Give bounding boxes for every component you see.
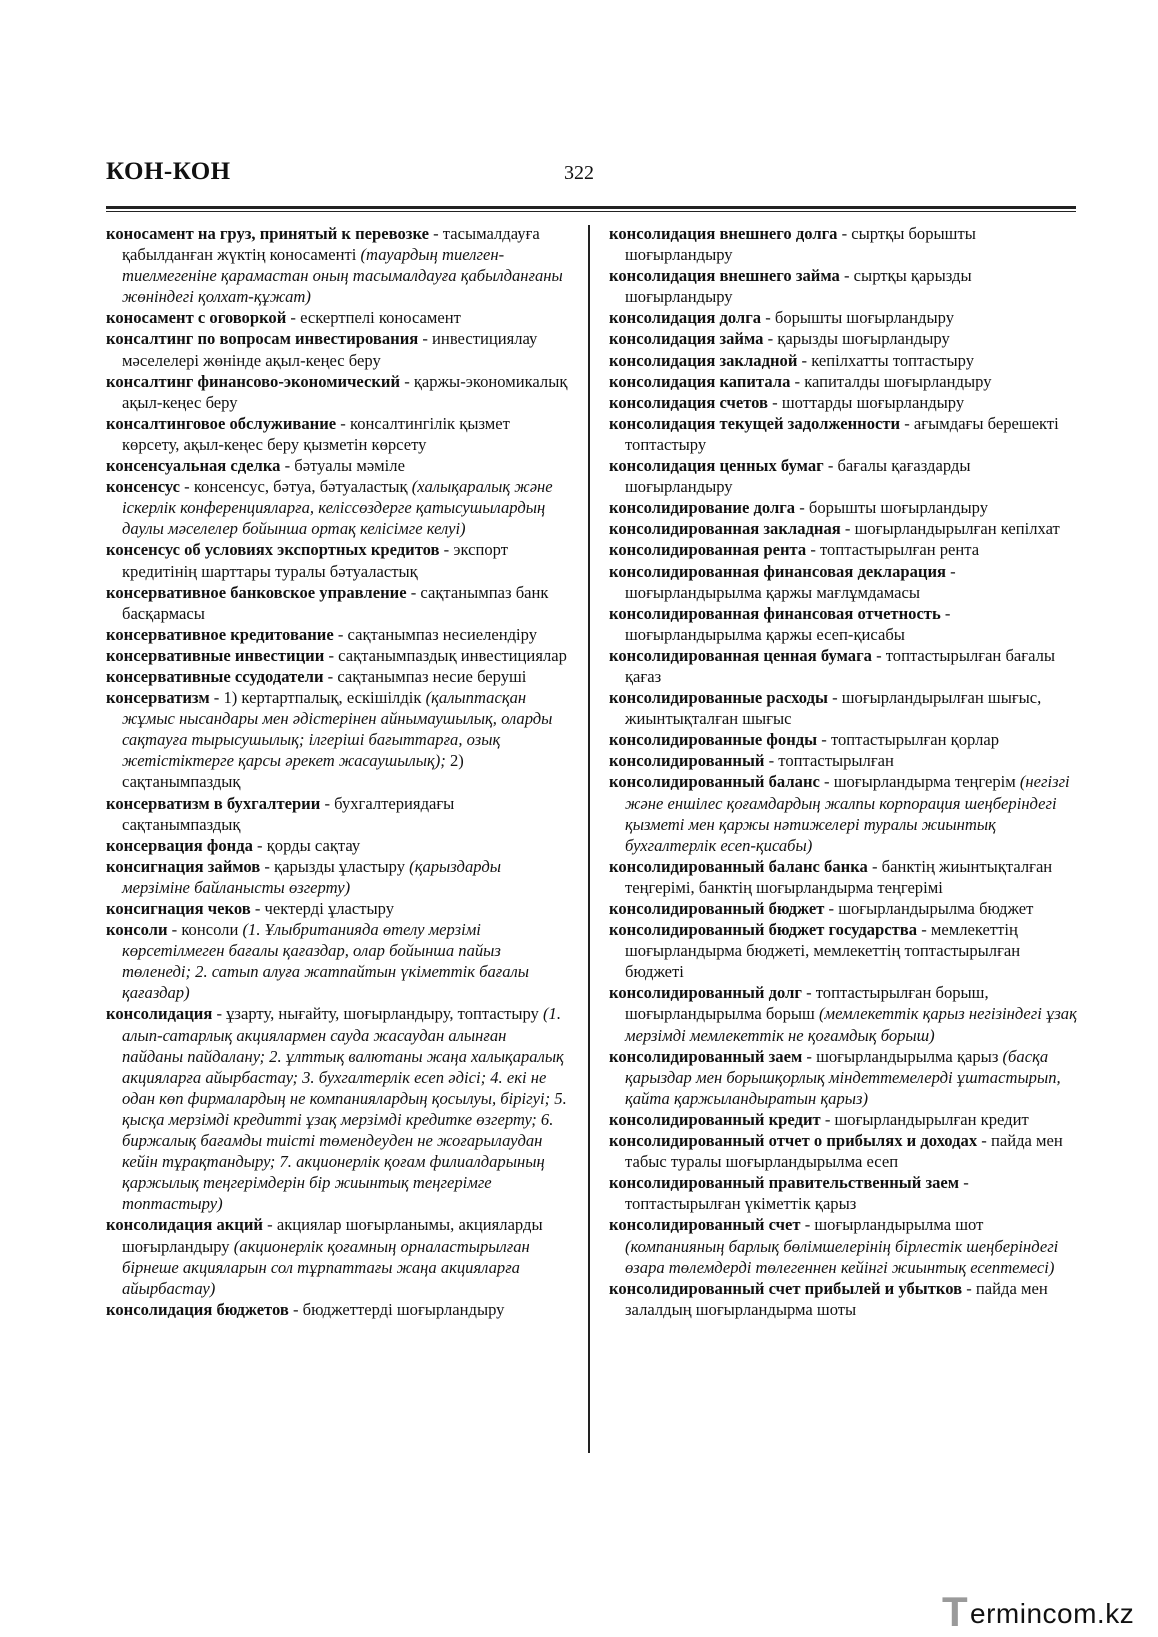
entry-translation: - 1) кертартпалық, ескішілдік [209,688,426,708]
entry-translation: - шоғырландырылма қаржы мағлұмдамасы [625,561,956,602]
entry-translation: - қарызды шоғырландыру [763,329,950,349]
entry-term: коносамент на груз, принятый к перевозке [106,224,429,243]
dictionary-entry [106,307,571,328]
entry-term: консерватизм в бухгалтерии [106,793,321,813]
entry-term: консолидированный баланс [609,772,820,792]
dictionary-entry [609,1109,1077,1130]
entry-term: консервативные инвестиции [106,645,325,665]
dictionary-entry [609,898,1077,919]
entry-translation: - шоғырландырылма қаржы есеп-қисабы [625,603,951,644]
entry-translation: - қарызды ұластыру [260,856,410,876]
entry-term: консолидированный бюджет государства [609,920,918,940]
dictionary-entry [609,771,1077,855]
dictionary-entry [609,1130,1077,1172]
entry-term: консолидация [106,1004,213,1024]
entry-translation: - бухгалтериядағы сақтанымпаздық [122,793,455,834]
entry-term: консервативные ссудодатели [106,666,324,686]
entry-note: (1. Ұлыбританияда өтелу мерзімі көрсетілмеген бағалы қағаздар, олар бойынша пайыз төленеді; 2. сатып алуға жатпайтын үкіметтік бағалы қағаздар) [122,920,530,1003]
right-column [609,223,1077,1320]
entry-term: консолидация ценных бумаг [609,456,824,476]
entry-term: консолидированная финансовая отчетность [609,603,941,623]
dictionary-entry [106,793,571,835]
entry-term: консолидированный отчет о прибылях и доходах [609,1131,978,1151]
dictionary-entry [609,223,1077,265]
dictionary-entry [609,265,1077,307]
entry-term: консолидированный заем [609,1046,803,1066]
entry-translation: - кепілхатты топтастыру [797,350,974,370]
entry-term: консигнация чеков [106,899,251,918]
dictionary-entry [609,307,1077,328]
dictionary-entry [106,856,571,898]
entry-translation: - бағалы қағаздарды шоғырландыру [625,456,971,497]
entry-term: консолидация текущей задолженности [609,413,901,433]
dictionary-entry [106,835,571,856]
entry-term: консолидированная рента [609,540,807,560]
logo-mark: T [942,1588,968,1635]
entry-term: консолидация бюджетов [106,1299,289,1319]
entry-translation: - тасымалдауға қабылданған жүктің коносаменті [122,224,540,265]
dictionary-entry [609,328,1077,349]
entry-translation: - пайда мен залалдың шоғырландырма шоты [625,1278,1048,1319]
entry-note: (мемлекеттік қарыз негізіндегі ұзақ мерзімді мемлекеттік не қоғамдық борыш) [625,1004,1077,1045]
dictionary-entry [106,223,571,307]
entry-term: консервативное кредитование [106,624,334,644]
entry-translation: - пайда мен табыс туралы шоғырландырылма есеп [625,1131,1063,1172]
dictionary-entry [609,392,1077,413]
dictionary-entry [609,497,1077,518]
entry-note: (тауардың тиелген-тиелмегеніне қарамастан оның тасымалдауға қабылданғаны жөніндегі қолхат-құжат) [122,245,563,307]
entry-term: консолидированные фонды [609,730,818,750]
entry-translation: - шоғырландырылған кредит [820,1109,1029,1129]
dictionary-entry [609,645,1077,687]
entry-translation: - инвестициялау мәселелері жөнінде ақыл-кеңес беру [122,329,538,370]
entry-term: консервативное банковское управление [106,582,407,602]
dictionary-entry [609,350,1077,371]
entry-translation: - акциялар шоғырланымы, акцияларды шоғырландыру [122,1215,543,1256]
running-head: КОН-КОН [106,158,231,185]
dictionary-entry [106,455,571,476]
dictionary-entry [106,539,571,581]
entry-translation: - борышты шоғырландыру [795,498,989,518]
entry-translation: - бәтуалы мәміле [280,456,405,476]
header-rule-thin [106,211,1076,212]
entry-term: консалтинговое обслуживание [106,413,337,433]
entry-term: консалтинг по вопросам инвестирования [106,329,419,349]
entry-term: консигнация займов [106,856,261,876]
dictionary-entry [609,539,1077,560]
entry-translation: - сақтанымпаз несие беруші [323,666,527,686]
entry-term: консолидация долга [609,308,762,328]
dictionary-entry [609,1214,1077,1277]
entry-translation: - топтастырылған рента [806,540,980,560]
entry-translation: - топтастырылған [764,751,894,771]
entry-term: консолидация капитала [609,371,791,391]
dictionary-entry [609,982,1077,1045]
dictionary-entry [609,561,1077,603]
dictionary-entry [609,687,1077,729]
dictionary-entry [609,729,1077,750]
entry-translation: - капиталды шоғырландыру [790,371,992,391]
entry-note: (басқа қарыздар мен борышқорлық міндеттемелерді ұштастырып, қайта қаржыландыратын қарыз) [625,1046,1061,1108]
dictionary-entry [106,1003,571,1214]
entry-note: (1. алып-сатарлық акциялармен сауда жасаудан алынған пайданы пайдалану; 2. ұлттық валютаны жаңа халықаралық акцияларға айырбастау; 3. бухгалтерлік есеп әдісі; 4. екі не одан көп фирмалардың не компаниялардың қосылуы, бірігуі; 5. қысқа мерзімді кредитті ұзақ мерзімді кредитке өзгерту; 6. биржалық бағамды тиісті төмендеуден не жоғарылаудан кейін тұрақтандыру; 7. акционерлік қоғам филиалдарының қаржылық теңгерімдерін бір жиынтық теңгерімге топтастыру) [122,1004,567,1214]
dictionary-entry [106,624,571,645]
entry-term: коносамент с оговоркой [106,308,287,328]
entry-note: (халықаралық және іскерлік конференцияларға, келіссөздерге қатысушылардың даулы мәселелер бойынша ортақ келісімге келуі) [122,477,553,539]
entry-translation: - сыртқы борышты шоғырландыру [625,224,976,265]
dictionary-entry [106,919,571,1003]
entry-note: (компанияның барлық бөлімшелерінің бірлестік шеңберіндегі өзара төлемдерді төлегеннен кейінгі жиынтық есептемесі) [625,1236,1059,1277]
entry-translation: - ұзарту, нығайту, шоғырландыру, топтастыру [212,1004,543,1024]
entry-note: (негізгі және еншілес қоғамдардың жалпы корпорация шеңберіндегі қызметі мен қаржы нәтижелері туралы жиынтық бухгалтерлік есеп-қисабы) [625,772,1070,855]
dictionary-entry [609,856,1077,898]
entry-translation: - чектерді ұластыру [250,899,395,918]
entry-term: консолидация внешнего долга [609,224,838,243]
entry-translation: - банктің жиынтықталған теңгерімі, банктің шоғырландырма теңгерімі [625,856,1053,897]
entry-note: (қарыздарды мерзіміне байланысты өзгерту) [122,856,501,897]
entry-translation: - консенсус, бәтуа, бәтуаластық [180,477,412,497]
entry-translation: - қаржы-экономикалық ақыл-кеңес беру [122,371,568,412]
dictionary-entry [106,328,571,370]
dictionary-entry [609,750,1077,771]
dictionary-entry [609,1278,1077,1320]
entry-term: консенсус [106,477,180,497]
entry-term: консерватизм [106,688,210,708]
dictionary-entry [609,603,1077,645]
entry-term: консолидированная финансовая декларация [609,561,947,581]
entry-translation: - бюджеттерді шоғырландыру [288,1299,505,1319]
entry-term: консолидированные расходы [609,688,828,708]
entry-term: консолидирование долга [609,498,796,518]
dictionary-entry [106,582,571,624]
left-column [106,223,571,1320]
entry-translation: - шоғырландырылма қарыз [802,1046,1003,1066]
entry-translation: - шоттарды шоғырландыру [768,392,965,412]
entry-term: консолидация закладной [609,350,798,370]
entry-translation: - шоғырландырылма шот [800,1215,984,1235]
dictionary-entry [609,371,1077,392]
entry-term: консервация фонда [106,835,253,855]
dictionary-entry [106,413,571,455]
entry-translation: - шоғырландырылма бюджет [824,899,1034,918]
column-divider [588,225,590,1453]
entry-translation: - шоғырландырылған кепілхат [840,519,1060,539]
page-number: 322 [564,162,594,184]
entry-term: консолидация внешнего займа [609,266,840,286]
dictionary-entry [609,455,1077,497]
dictionary-entry [106,476,571,539]
entry-translation: - сыртқы қарызды шоғырландыру [625,266,972,307]
dictionary-entry [609,919,1077,982]
dictionary-entry [106,1214,571,1298]
entry-translation: - топтастырылған бағалы қағаз [625,645,1056,686]
entry-translation: - мемлекеттің шоғырландырма бюджеті, мемлекеттің топтастырылған бюджеті [625,920,1021,982]
entry-translation: - сақтанымпаздық инвестициялар [324,645,567,665]
entry-translation: - шоғырландырма теңгерім [819,772,1020,792]
entry-term: консолидированный баланс банка [609,856,868,876]
dictionary-entry [609,413,1077,455]
dictionary-entry [106,1299,571,1320]
entry-term: консоли [106,920,168,940]
entry-translation: - ескертпелі коносамент [286,308,461,328]
logo-text: ermincom.kz [970,1598,1135,1629]
dictionary-entry [609,518,1077,539]
entry-term: консолидированный кредит [609,1109,821,1129]
dictionary-entry [106,898,571,919]
entry-term: консолидация счетов [609,392,768,412]
entry-translation: - сақтанымпаз несиелендіру [333,624,538,644]
entry-term: консолидация акций [106,1215,263,1235]
dictionary-entry [106,666,571,687]
entry-term: консолидация займа [609,329,764,349]
entry-translation: - топтастырылған борыш, шоғырландырылма борыш [625,983,989,1024]
entry-term: консолидированный [609,751,765,771]
entry-term: консолидированный правительственный заем [609,1173,960,1193]
dictionary-entry [609,1172,1077,1214]
entry-term: консолидированный счет прибылей и убытков [609,1278,963,1298]
entry-term: консолидированный бюджет [609,899,825,918]
entry-note: (акционерлік қоғамның орналастырылған бірнеше акцияларын сол тұрпаттағы жаңа акцияларға айырбастау) [122,1236,530,1298]
entry-term: консолидированная ценная бумага [609,645,872,665]
entry-translation: - топтастырылған үкіметтік қарыз [625,1173,969,1214]
entry-translation: - шоғырландырылған шығыс, жиынтықталған шығыс [625,688,1042,729]
dictionary-entry [106,371,571,413]
entry-term: консенсуальная сделка [106,456,281,476]
entry-translation: - қорды сақтау [252,835,361,855]
site-logo [942,1590,1142,1634]
dictionary-entry [609,1046,1077,1109]
dictionary-entry [106,645,571,666]
entry-translation: - топтастырылған қорлар [817,730,1000,750]
entry-term: консолидированный долг [609,983,802,1003]
entry-translation: - экспорт кредитінің шарттары туралы бәтуаластық [122,540,508,581]
entry-term: консолидированный счет [609,1215,801,1235]
entry-translation: - ағымдағы берешекті топтастыру [625,413,1059,454]
entry-translation: - сақтанымпаз банк басқармасы [122,582,549,623]
entry-note: (қалыптасқан жұмыс нысандары мен әдістерінен айнымаушылық, оларды сақтауға тырысушылық; ілгеріші бағыттарға, озық жетістіктерге қарсы әрекет жасаушылық); [122,688,553,771]
entry-translation: - консоли [167,920,243,940]
entry-translation: - консалтингілік қызмет көрсету, ақыл-кеңес беру қызметін көрсету [122,413,510,454]
entry-translation: - борышты шоғырландыру [761,308,955,328]
dictionary-entry [106,687,571,792]
entry-term: консалтинг финансово-экономический [106,371,401,391]
header-rule-thick [106,206,1076,209]
entry-term: консолидированная закладная [609,519,841,539]
entry-tail: 2) сақтанымпаздық [122,751,464,792]
entry-term: консенсус об условиях экспортных кредитов [106,540,440,560]
